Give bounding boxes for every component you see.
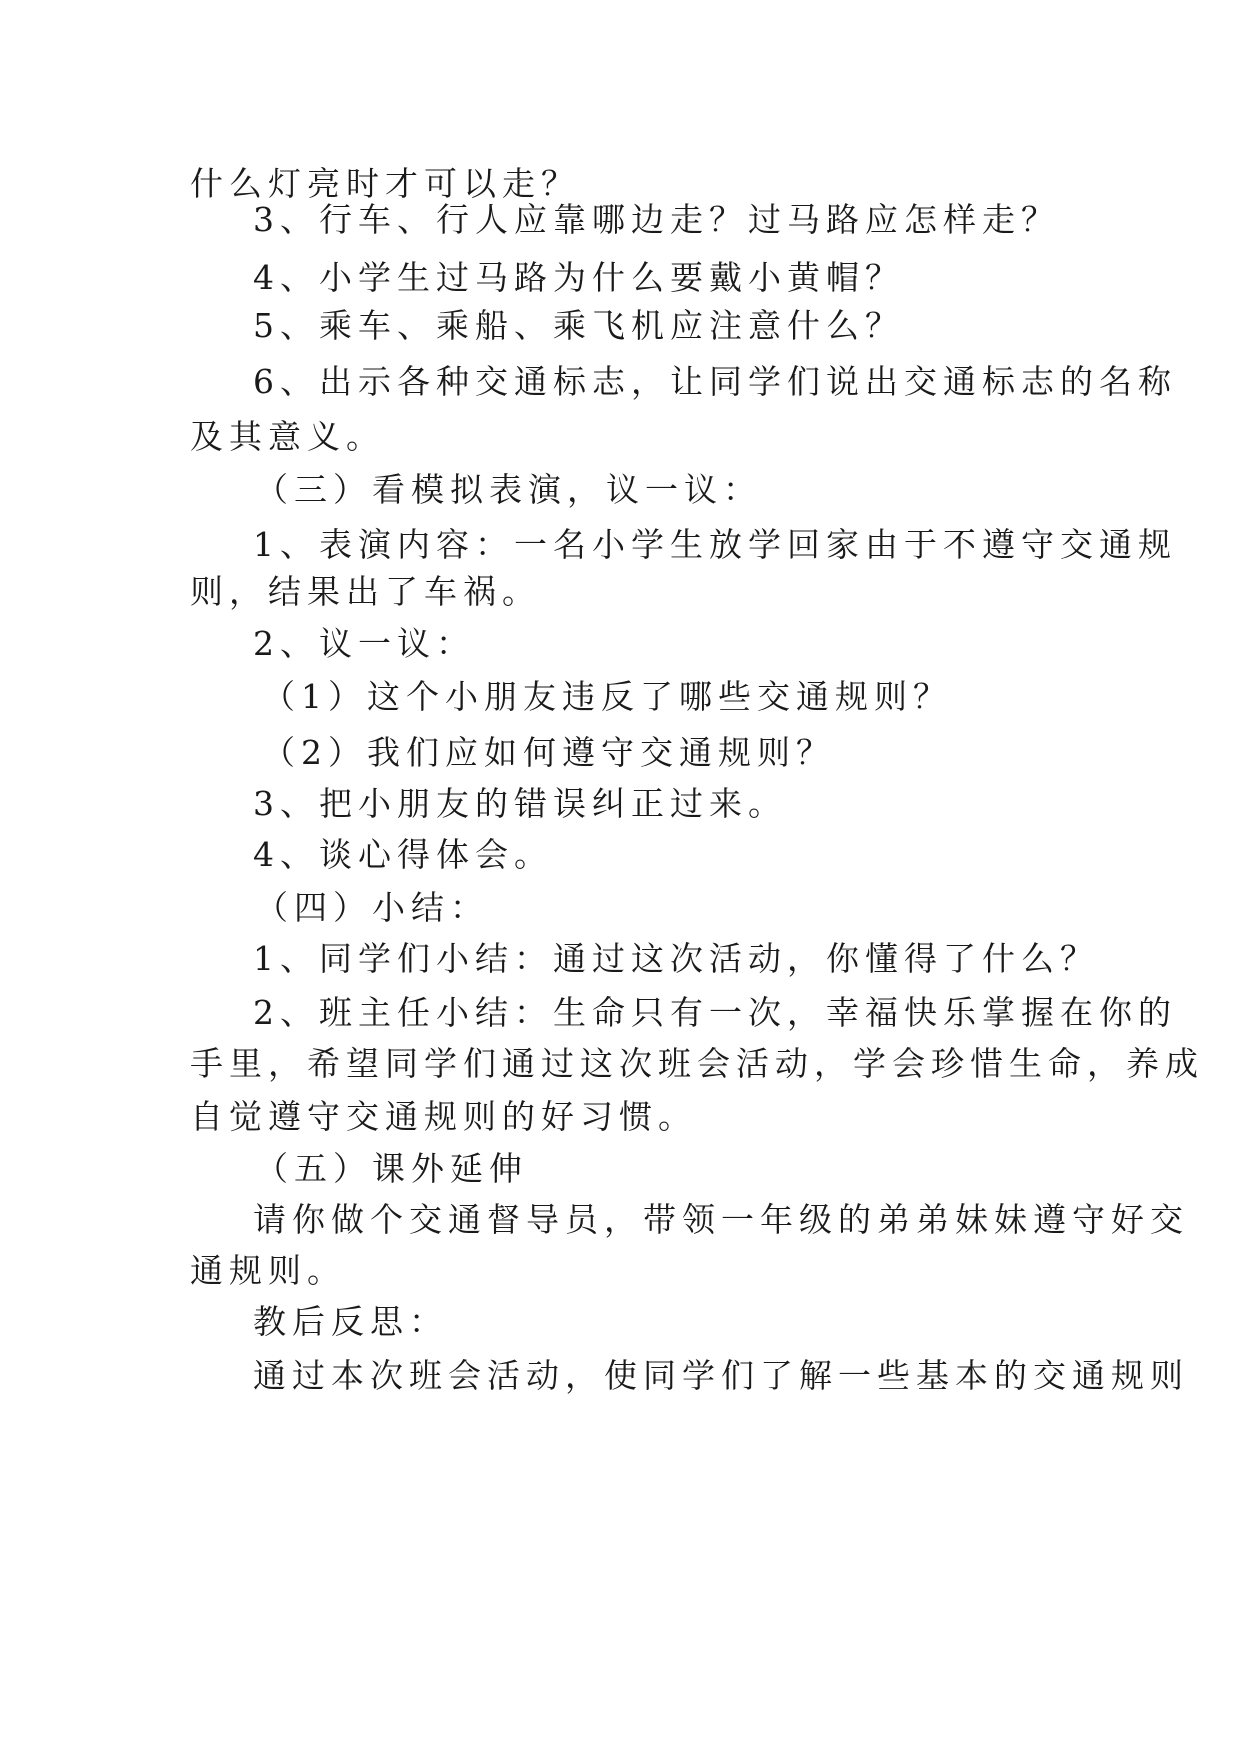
text-line: 手里，希望同学们通过这次班会活动，学会珍惜生命，养成 [190,1044,1204,1083]
text-line: 及其意义。 [190,417,385,456]
text-line: 5、乘车、乘船、乘飞机应注意什么？ [253,306,904,345]
text-line: 什么灯亮时才可以走？ [190,164,580,203]
text-line: 2、议一议： [253,624,475,663]
text-line: 请你做个交通督导员，带领一年级的弟弟妹妹遵守好交 [253,1200,1189,1239]
text-line: 2、班主任小结：生命只有一次，幸福快乐掌握在你的 [253,993,1177,1032]
text-line: 4、谈心得体会。 [253,835,553,874]
text-line: 6、出示各种交通标志，让同学们说出交通标志的名称 [253,362,1177,401]
text-line: 通过本次班会活动，使同学们了解一些基本的交通规则 [253,1356,1189,1395]
section-heading: （四）小结： [255,888,489,927]
text-line: 自觉遵守交通规则的好习惯。 [190,1097,697,1136]
text-line: 4、小学生过马路为什么要戴小黄帽？ [253,258,904,297]
text-line: 1、同学们小结：通过这次活动，你懂得了什么？ [253,939,1099,978]
section-heading: （五）课外延伸 [255,1149,528,1188]
text-line: 3、行车、行人应靠哪边走？过马路应怎样走？ [253,200,1060,239]
text-line: （1）这个小朋友违反了哪些交通规则？ [262,677,952,716]
text-line: 教后反思： [253,1302,448,1341]
text-line: 通规则。 [190,1251,346,1290]
text-line: 1、表演内容：一名小学生放学回家由于不遵守交通规 [253,525,1177,564]
text-line: （2）我们应如何遵守交通规则？ [262,733,835,772]
text-line: 3、把小朋友的错误纠正过来。 [253,784,787,823]
text-line: 则，结果出了车祸。 [190,572,541,611]
section-heading: （三）看模拟表演，议一议： [255,470,762,509]
